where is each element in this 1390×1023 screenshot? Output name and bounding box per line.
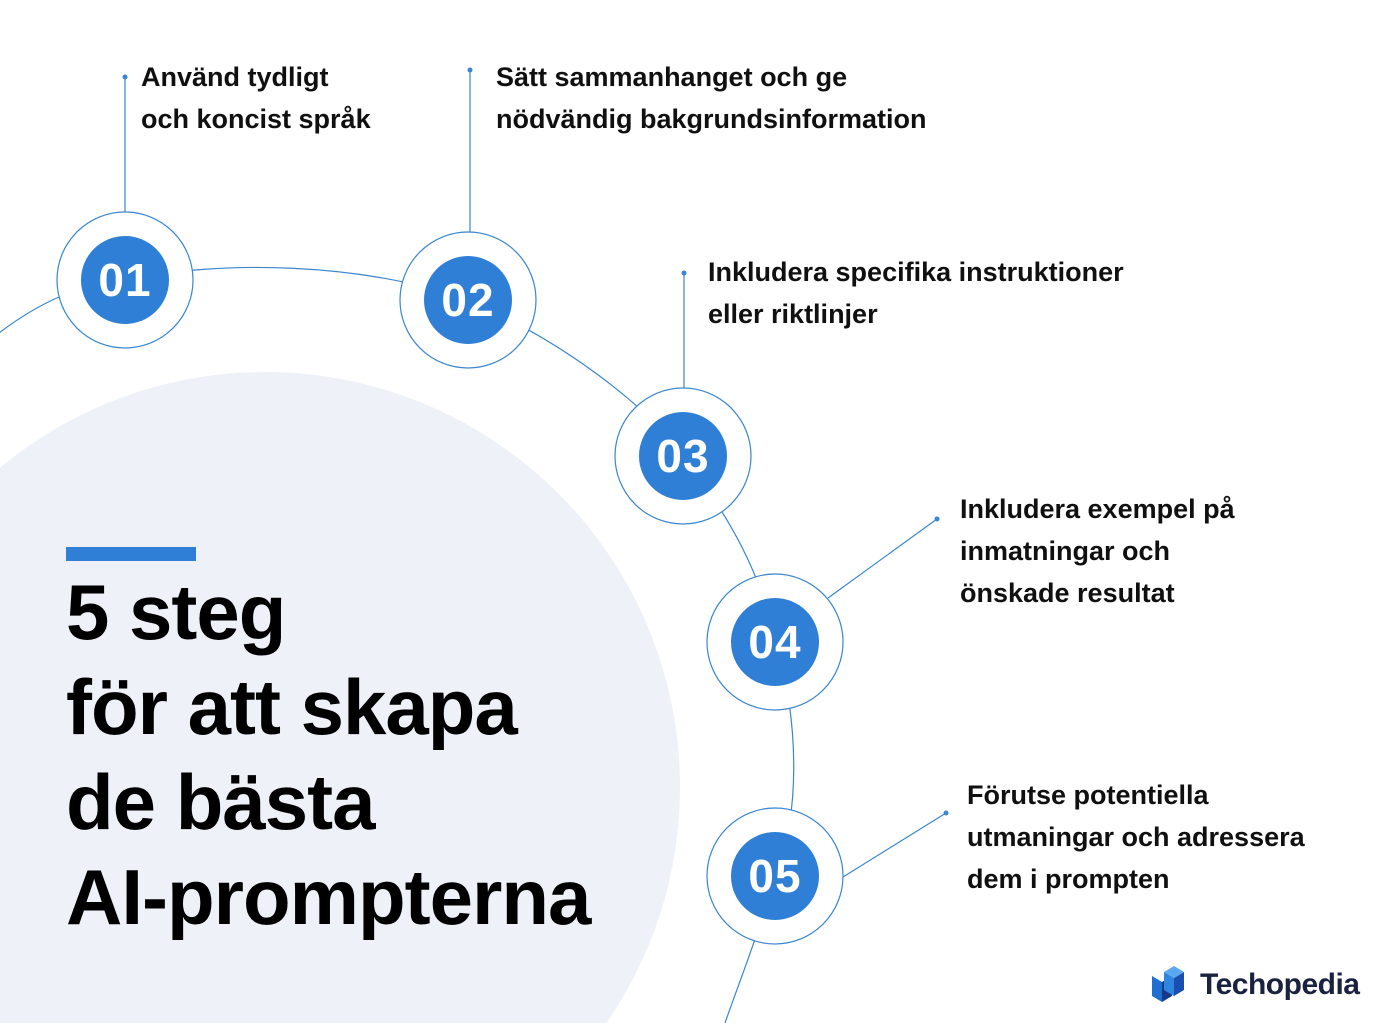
techopedia-logo <box>1150 965 1359 1005</box>
step-number-02: 02 <box>441 274 495 326</box>
step-text-05: Förutse potentiella utmaningar och adressera dem i prompten <box>967 780 1305 894</box>
step-text-04: Inkludera exempel på inmatningar och önskade resultat <box>960 494 1235 608</box>
leader-dot-05 <box>944 811 949 816</box>
step-number-03: 03 <box>656 430 710 482</box>
title-accent-bar <box>66 547 196 561</box>
page-title: 5 steg för att skapa de bästa AI-prompterna <box>66 568 591 941</box>
leader-dot-03 <box>682 271 687 276</box>
leader-dot-02 <box>468 68 473 73</box>
step-text-03: Inkludera specifika instruktioner eller riktlinjer <box>708 257 1124 329</box>
step-number-04: 04 <box>748 616 802 668</box>
leader-line-04 <box>828 519 937 598</box>
leader-dot-04 <box>935 517 940 522</box>
step-number-05: 05 <box>748 850 802 902</box>
leader-line-05 <box>843 813 946 877</box>
techopedia-logo-icon <box>1150 966 1188 1004</box>
step-text-02: Sätt sammanhanget och ge nödvändig bakgrundsinformation <box>496 62 927 134</box>
logo-text: Techopedia <box>1200 968 1360 1001</box>
step-text-01: Använd tydligt och koncist språk <box>141 62 371 134</box>
leader-dot-01 <box>123 75 128 80</box>
step-number-01: 01 <box>98 254 152 306</box>
